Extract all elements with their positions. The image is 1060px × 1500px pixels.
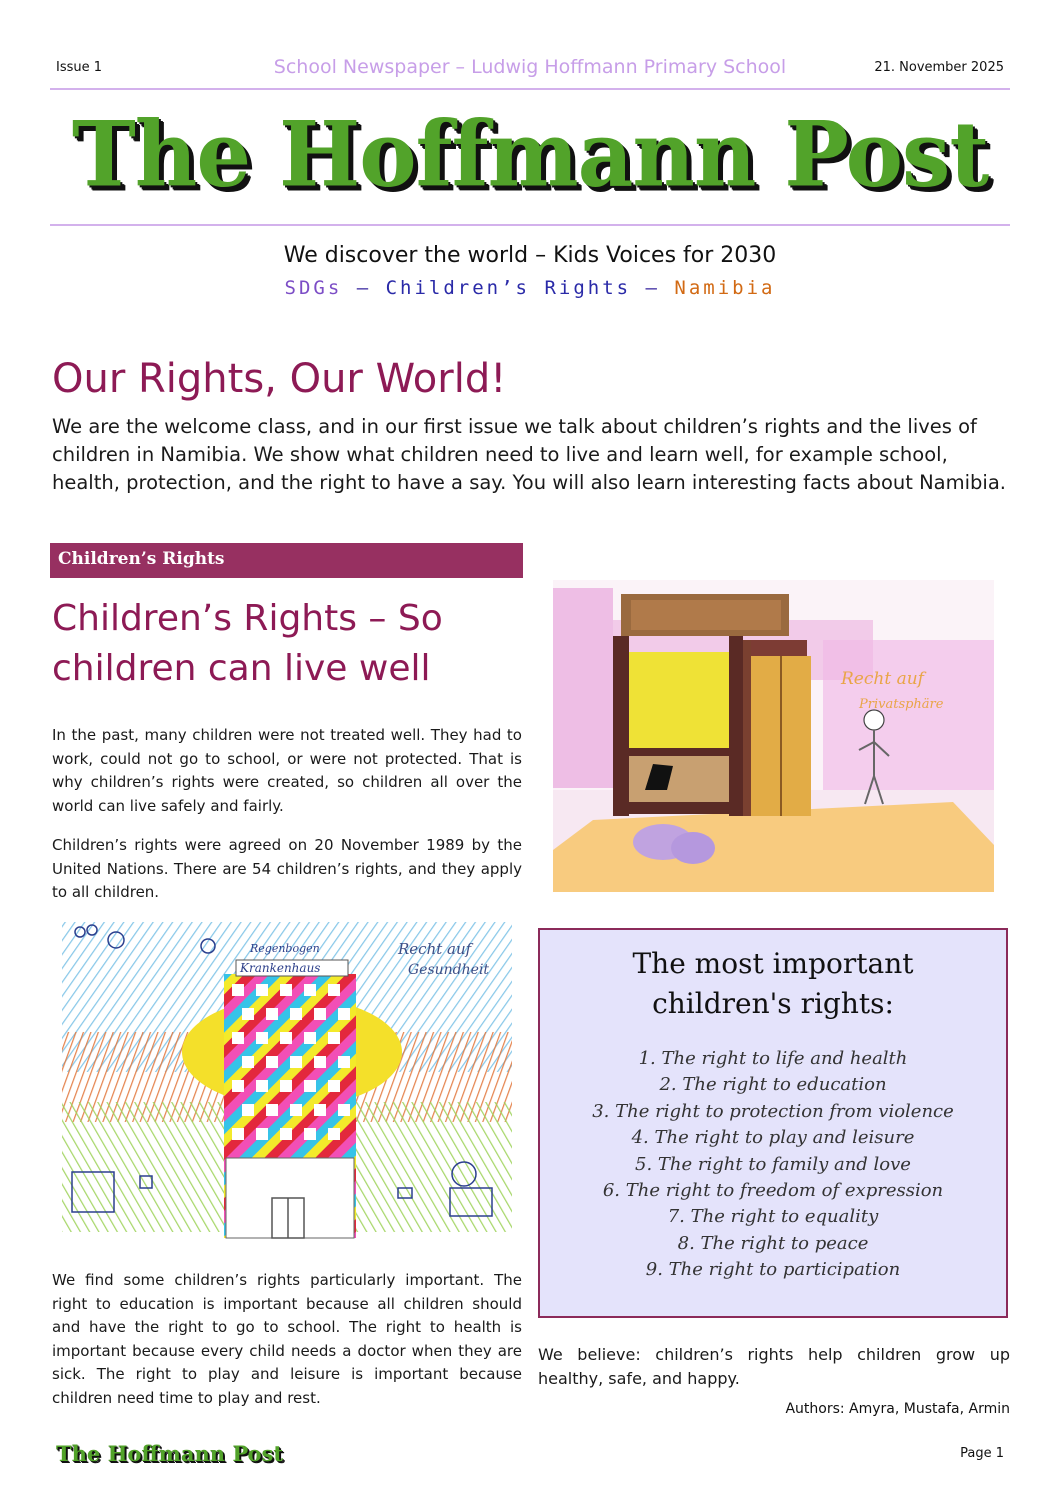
rights-list-item: 2. The right to education (659, 1074, 887, 1096)
section-paragraph-1: In the past, many children were not treated well. They had to work, could not go to school, or were not protected. That is why children’s rights were created, so children all over the world can live safely and fairly. (52, 726, 522, 815)
closing-statement: We believe: children’s rights help children grow up healthy, safe, and happy. (538, 1345, 1010, 1388)
masthead-title: The Hoffmann Post (71, 101, 989, 208)
rights-box-title (540, 944, 1006, 1024)
topic-sdgs: SDGs (284, 277, 343, 299)
rights-list-item: 8. The right to peace (677, 1232, 869, 1254)
issue-number: Issue 1 (56, 60, 103, 75)
rights-list (540, 1046, 1006, 1284)
section-title: Children’s Rights – So children can live well (52, 598, 443, 689)
privacy-drawing (553, 580, 994, 892)
privacy-caption-line1: Recht auf (841, 669, 924, 689)
section-bar (50, 543, 523, 578)
authors: Authors: Amyra, Mustafa, Armin (785, 1401, 1010, 1417)
section-paragraph-2: Children’s rights were agreed on 20 November 1989 by the United Nations. There are 54 children’s rights, and they apply to all children. (52, 836, 522, 901)
header-rule-top (50, 88, 1010, 90)
topic-childrens-rights: Children’s Rights (385, 277, 632, 299)
rights-list-item: 3. The right to protection from violence (592, 1100, 954, 1122)
rights-list-item: 5. The right to family and love (635, 1153, 911, 1175)
health-caption-line2: Gesundheit (408, 962, 490, 978)
health-drawing (52, 912, 522, 1242)
rights-list-item: 6. The right to freedom of expression (602, 1180, 944, 1202)
topic-namibia: Namibia (674, 277, 776, 299)
lead-intro: We are the welcome class, and in our first issue we talk about children’s rights and the lives of children in Namibia. We show what children need to live and learn well, for example school, health, protection, and the right to have a say. You will also learn interesting facts about Namibia. (52, 415, 1006, 494)
issue-date: 21. November 2025 (874, 60, 1004, 75)
page-number: Page 1 (960, 1446, 1004, 1461)
topic-separator: – (631, 277, 675, 299)
health-caption-line1: Recht auf (398, 940, 472, 958)
tagline: We discover the world – Kids Voices for 2030 (283, 243, 777, 268)
hospital-sign-line1: Regenbogen (250, 942, 320, 955)
lead-headline: Our Rights, Our World! (52, 356, 507, 402)
rights-box-title-line2: children's rights: (652, 987, 894, 1020)
hospital-sign-line2: Krankenhaus (240, 961, 321, 975)
rights-list-item: 9. The right to participation (645, 1259, 901, 1281)
rights-list-item: 7. The right to equality (667, 1206, 879, 1228)
important-rights-box (538, 928, 1008, 1318)
topic-line (0, 277, 1060, 299)
paper-name: School Newspaper – Ludwig Hoffmann Primary School (273, 56, 787, 78)
footer-title: The Hoffmann Post (56, 1441, 284, 1466)
header-rule-bottom (50, 224, 1010, 226)
rights-list-item: 1. The right to life and health (638, 1048, 908, 1069)
rights-box-title-line1: The most important (632, 947, 914, 980)
privacy-caption-line2: Privatsphäre (859, 697, 944, 712)
rights-list-item: 4. The right to play and leisure (631, 1127, 915, 1149)
section-label: Children’s Rights (58, 549, 225, 569)
topic-separator: – (342, 277, 386, 299)
section-paragraph-3: We find some children’s rights particularly important. The right to education is important because all children should and have the right to go to school. The right to health is important because every child needs a doctor when they are sick. The right to play and leisure is important because children need time to play and rest. (52, 1271, 522, 1407)
